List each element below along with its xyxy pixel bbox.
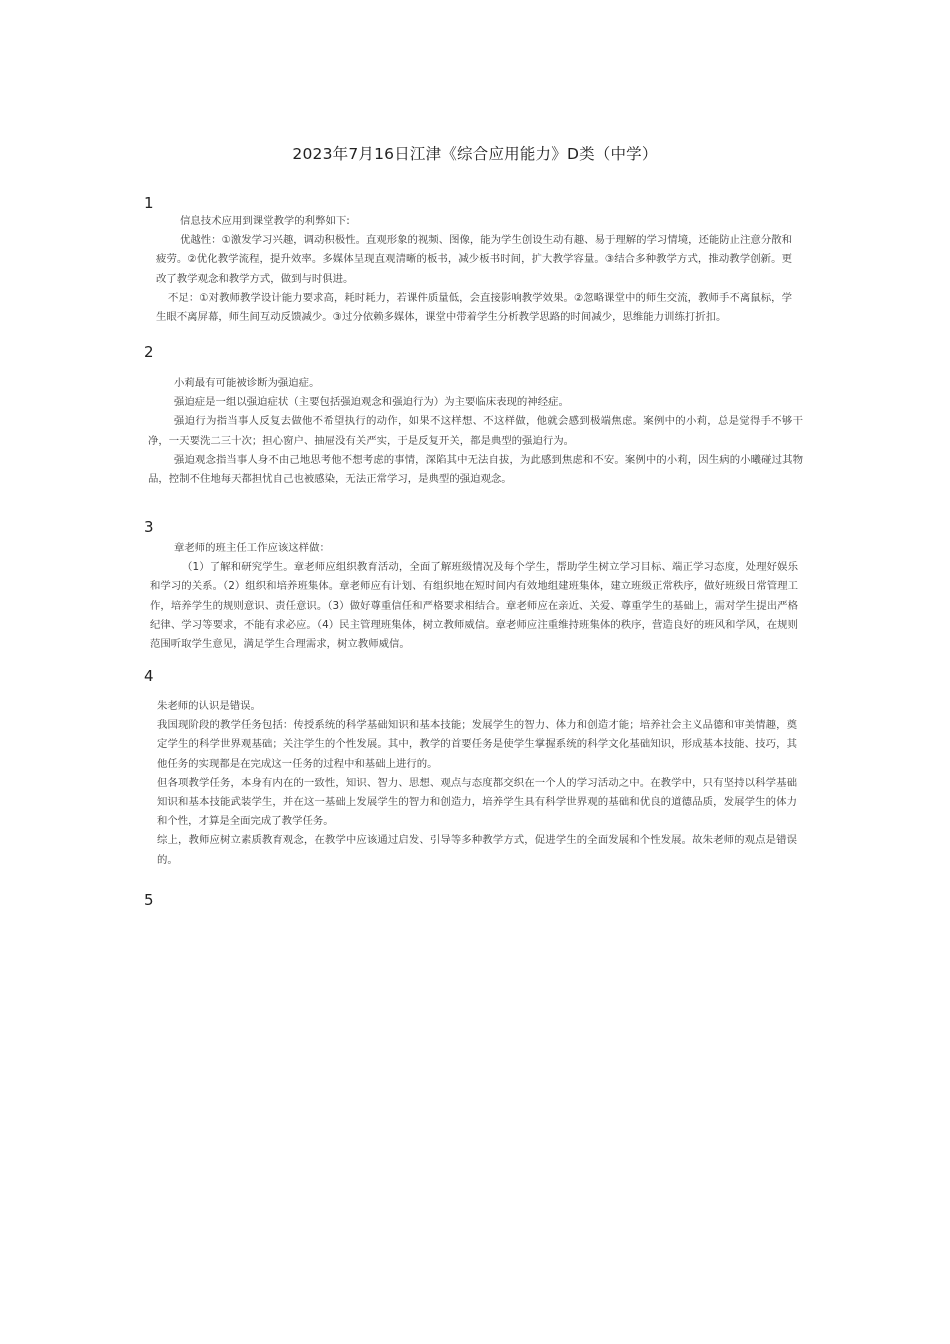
question-number-5: 5 [144, 891, 154, 909]
answer-2-paragraph: 强迫行为指当事人反复去做他不希望执行的动作，如果不这样想、不这样做，他就会感到极端焦虑。案例中的小莉，总是觉得手不够干净，一天要洗二三十次；担心窗户、抽屉没有关严实，于是反复开关，都是典型的强迫行为。 [148, 415, 803, 447]
answer-3 [148, 539, 798, 654]
answer-3-heading: 章老师的班主任工作应该这样做： [174, 542, 330, 554]
answer-1-advantages: 优越性：①激发学习兴趣，调动积极性。直观形象的视频、图像，能为学生创设生动有趣、易于理解的学习情境，还能防止注意分散和疲劳。②优化教学流程，提升效率。多媒体呈现直观清晰的板书，减少板书时间，扩大教学容量。③结合多种教学方式，推动教学创新。更改了教学观念和教学方式，做到与时俱进。 [156, 234, 792, 285]
answer-1-disadvantages: 不足：①对教师教学设计能力要求高，耗时耗力，若课件质量低，会直接影响教学效果。②忽略课堂中的师生交流，教师手不离鼠标，学生眼不离屏幕，师生间互动反馈减少。③过分依赖多媒体，课堂中带着学生分析教学思路的时间减少，思维能力训练打折扣。 [156, 291, 792, 324]
answer-3-body: （1）了解和研究学生。章老师应组织教育活动，全面了解班级情况及每个学生，帮助学生树立学习目标、端正学习态度，处理好娱乐和学习的关系。（2）组织和培养班集体。章老师应有计划、有组织地在短时间内有效地组建班集体，建立班级正常秩序，做好班级日常管理工作，培养学生的规则意识、责任意识。（3）做好尊重信任和严格要求相结合。章老师应在亲近、关爱、尊重学生的基础上，需对学生提出严格纪律、学习等要求，不能有求必应。（4）民主管理班集体，树立教师威信。章老师应注重维持班集体的秩序，营造良好的班风和学风，在规则范围听取学生意见，满足学生合理需求，树立教师威信。 [150, 561, 798, 651]
answer-4-paragraph: 综上，教师应树立素质教育观念，在教学中应该通过启发、引导等多种教学方式，促进学生的全面发展和个性发展。故朱老师的观点是错误的。 [157, 834, 797, 866]
answer-1 [156, 212, 792, 327]
answer-2-paragraph: 小莉最有可能被诊断为强迫症。 [174, 377, 320, 389]
answer-2-paragraph: 强迫症是一组以强迫症状（主要包括强迫观念和强迫行为）为主要临床表现的神经症。 [174, 396, 569, 409]
answer-4-paragraph: 朱老师的认识是错误。 [157, 700, 261, 712]
answer-2 [148, 374, 803, 489]
question-number-1: 1 [144, 194, 154, 212]
question-number-3: 3 [144, 518, 154, 536]
answer-4 [157, 697, 797, 870]
answer-4-paragraph: 我国现阶段的教学任务包括：传授系统的科学基础知识和基本技能；发展学生的智力、体力和创造才能；培养社会主义品德和审美情趣，奠定学生的科学世界观基础；关注学生的个性发展。其中，教学的首要任务是使学生掌握系统的科学文化基础知识，形成基本技能、技巧，其他任务的实现都是在完成这一任务的过程中和基础上进行的。 [157, 719, 797, 770]
question-number-2: 2 [144, 343, 154, 361]
document-title: 2023年7月16日江津《综合应用能力》D类（中学） [292, 145, 658, 163]
answer-4-paragraph: 但各项教学任务，本身有内在的一致性，知识、智力、思想、观点与态度都交织在一个人的学习活动之中。在教学中，只有坚持以科学基础知识和基本技能武装学生，并在这一基础上发展学生的智力和创造力，培养学生具有科学世界观的基础和优良的道德品质，发展学生的体力和个性，才算是全面完成了教学任务。 [157, 776, 797, 828]
answer-1-heading: 信息技术应用到课堂教学的利弊如下: [180, 215, 350, 227]
question-number-4: 4 [144, 667, 154, 685]
answer-2-paragraph: 强迫观念指当事人身不由己地思考他不想考虑的事情，深陷其中无法自拔，为此感到焦虑和不安。案例中的小莉，因生病的小曦碰过其物品，控制不住地每天都担忧自己也被感染，无法正常学习，是典型的强迫观念。 [148, 453, 803, 486]
